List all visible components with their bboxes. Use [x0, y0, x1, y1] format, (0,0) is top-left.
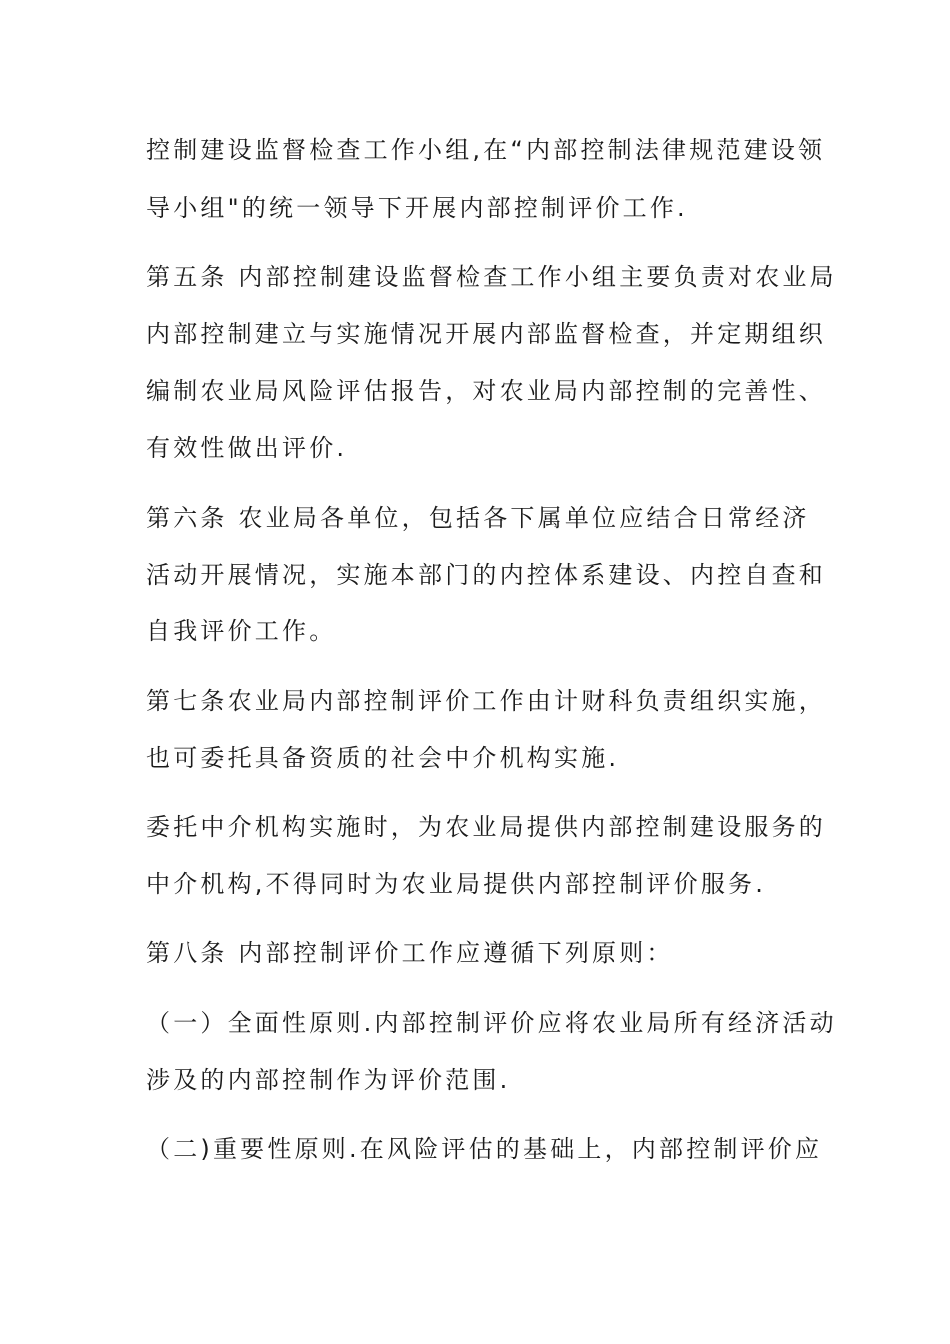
principle-1-line: （一）全面性原则.内部控制评价应将农业局所有经济活动	[146, 1009, 837, 1037]
text-line: 活动开展情况，实施本部门的内控体系建设、内控自查和	[146, 561, 826, 589]
text-line: 涉及的内部控制作为评价范围.	[146, 1066, 511, 1094]
principle-2-line: （二)重要性原则.在风险评估的基础上，内部控制评价应	[146, 1135, 823, 1163]
article-7-heading-line: 第七条农业局内部控制评价工作由计财科负责组织实施，	[146, 687, 826, 715]
text-line: 控制建设监督检查工作小组,在“内部控制法律规范建设领	[146, 136, 826, 164]
article-6-heading-line: 第六条 农业局各单位，包括各下属单位应结合日常经济	[146, 504, 810, 532]
article-8-heading-line: 第八条 内部控制评价工作应遵循下列原则：	[146, 939, 674, 967]
text-line: 也可委托具备资质的社会中介机构实施.	[146, 744, 620, 772]
text-line: 有效性做出评价.	[146, 434, 348, 462]
text-line: 委托中介机构实施时，为农业局提供内部控制建设服务的	[146, 813, 826, 841]
text-line: 编制农业局风险评估报告，对农业局内部控制的完善性、	[146, 377, 826, 405]
text-line: 自我评价工作。	[146, 617, 337, 645]
text-line: 导小组"的统一领导下开展内部控制评价工作.	[146, 194, 688, 222]
text-line: 中介机构,不得同时为农业局提供内部控制评价服务.	[146, 870, 767, 898]
text-line: 内部控制建立与实施情况开展内部监督检查，并定期组织	[146, 320, 826, 348]
article-5-heading-line: 第五条 内部控制建设监督检查工作小组主要负责对农业局	[146, 263, 837, 291]
